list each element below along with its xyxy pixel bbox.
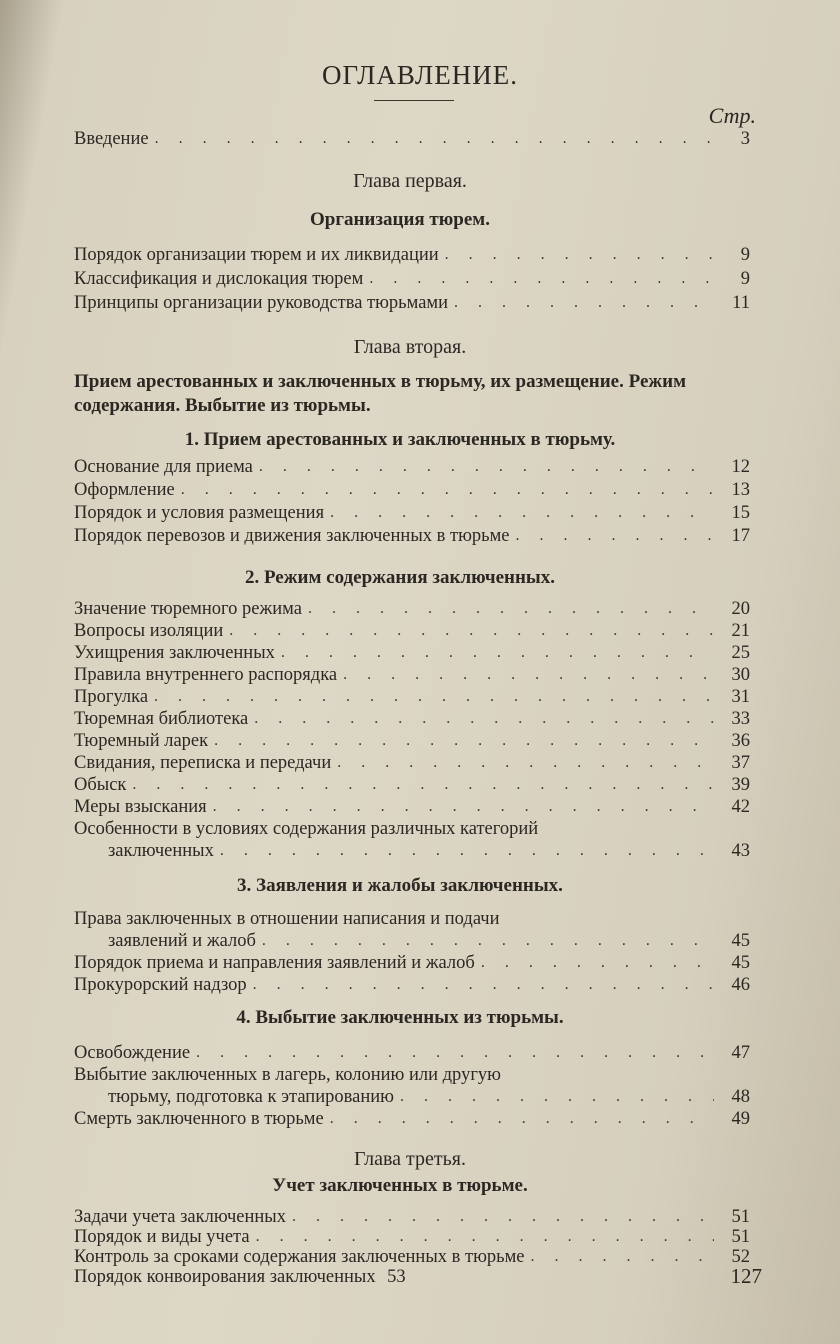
entry-label: Правила внутреннего распорядка — [74, 665, 338, 685]
toc-entry — [108, 930, 750, 952]
toc-entry — [74, 244, 750, 266]
toc-entry — [74, 620, 750, 642]
entry-page: 11 — [732, 293, 750, 313]
entry-label: Обыск — [74, 775, 127, 795]
leader-dots — [181, 479, 714, 501]
entry-label: Прогулка — [74, 687, 149, 707]
entry-label: Основание для приема — [74, 457, 253, 477]
entry-page: 43 — [731, 841, 750, 861]
leader-dots — [445, 244, 714, 266]
entry-label: Порядок и виды учета — [74, 1227, 250, 1247]
toc-entry — [74, 1064, 750, 1086]
leader-dots — [229, 620, 714, 642]
toc-entry — [74, 908, 750, 930]
page-column-header: Стр. — [708, 103, 756, 128]
section-title: 4. Выбытие заключенных из тюрьмы. — [236, 1007, 564, 1028]
title-rule — [374, 100, 454, 101]
entry-page: 30 — [731, 665, 750, 685]
leader-dots — [369, 268, 714, 290]
entry-page: 37 — [731, 753, 750, 773]
leader-dots — [214, 730, 714, 752]
entry-label: Смерть заключенного в тюрьме — [74, 1109, 324, 1129]
leader-dots — [254, 708, 714, 730]
toc-entry — [74, 268, 750, 290]
toc-entry — [74, 292, 750, 314]
leader-dots — [220, 840, 714, 862]
leader-dots — [154, 686, 714, 708]
entry-page: 49 — [731, 1109, 750, 1129]
entry-label: Принципы организации руководства тюрьмами — [74, 293, 449, 313]
chapter-heading: Глава первая. — [353, 170, 467, 192]
entry-page: 9 — [740, 269, 750, 289]
leader-dots — [337, 752, 714, 774]
toc-entry — [108, 840, 750, 862]
toc-entry-intro — [74, 128, 750, 150]
toc-entry — [74, 952, 750, 974]
toc-entry — [74, 796, 750, 818]
leader-dots — [516, 525, 715, 547]
leader-dots — [253, 974, 714, 996]
toc-entry — [74, 686, 750, 708]
entry-label: тюрьму, подготовка к этапированию — [108, 1087, 394, 1107]
toc-entry — [74, 1266, 674, 1288]
entry-label: Ухищрения заключенных — [74, 643, 275, 663]
entry-page: 45 — [731, 953, 750, 973]
toc-entry — [108, 1086, 750, 1108]
leader-dots — [196, 1042, 714, 1064]
entry-label: Освобождение — [74, 1043, 191, 1063]
chapter-title: Организация тюрем. — [310, 209, 490, 230]
entry-label: Выбытие заключенных в лагерь, колонию или другую — [74, 1065, 501, 1085]
entry-label: Свидания, переписка и передачи — [74, 753, 332, 773]
entry-label: Порядок приема и направления заявлений и жалоб — [74, 953, 475, 973]
entry-page: 33 — [731, 709, 750, 729]
leader-dots — [132, 774, 714, 796]
entry-label: Прокурорский надзор — [74, 975, 247, 995]
entry-label: Тюремный ларек — [74, 731, 209, 751]
leader-dots — [281, 642, 714, 664]
entry-label: заключенных — [108, 841, 214, 861]
toc-entry — [74, 708, 750, 730]
leader-dots — [259, 456, 714, 478]
entry-page: 51 — [731, 1207, 750, 1227]
chapter-title: Прием арестованных и заключенных в тюрьму, их размещение. Режим содержания. Выбытие из тюрьмы. — [74, 371, 687, 416]
entry-page: 31 — [731, 687, 750, 707]
entry-page: 36 — [731, 731, 750, 751]
entry-page: 9 — [740, 245, 750, 265]
toc-entry — [74, 974, 750, 996]
entry-page: 51 — [731, 1227, 750, 1247]
entry-page: 3 — [740, 129, 750, 149]
entry-label: Порядок и условия размещения — [74, 503, 325, 523]
entry-label: заявлений и жалоб — [108, 931, 256, 951]
toc-entry — [74, 598, 750, 620]
entry-label: Значение тюремного режима — [74, 599, 302, 619]
toc-entry — [74, 1108, 750, 1130]
entry-label: Порядок конвоирования заключенных — [74, 1267, 376, 1287]
toc-entry — [74, 1206, 750, 1228]
entry-label: Особенности в условиях содержания различных категорий — [74, 819, 539, 839]
entry-page: 48 — [731, 1087, 750, 1107]
toc-entry — [74, 664, 750, 686]
toc-title: ОГЛАВЛЕНИЕ. — [322, 60, 518, 90]
leader-dots — [343, 664, 714, 686]
entry-label: Введение — [74, 129, 149, 149]
entry-page: 45 — [731, 931, 750, 951]
entry-page: 47 — [731, 1043, 750, 1063]
entry-page: 42 — [731, 797, 750, 817]
toc-entry — [74, 818, 750, 840]
entry-page: 46 — [731, 975, 750, 995]
section-title: 2. Режим содержания заключенных. — [244, 567, 556, 588]
toc-entry — [74, 730, 750, 752]
toc-entry — [74, 525, 750, 547]
chapter-heading: Глава третья. — [354, 1148, 466, 1170]
toc-entry — [74, 752, 750, 774]
leader-dots — [292, 1206, 714, 1228]
entry-label: Контроль за сроками содержания заключенных в тюрьме — [74, 1247, 525, 1267]
entry-page: 15 — [731, 503, 750, 523]
leader-dots — [330, 502, 714, 524]
chapter-heading: Глава вторая. — [353, 336, 467, 358]
toc-entry — [74, 1246, 750, 1268]
entry-label: Порядок организации тюрем и их ликвидации — [74, 245, 439, 265]
chapter-title: Учет заключенных в тюрьме. — [272, 1175, 528, 1196]
entry-label: Классификация и дислокация тюрем — [74, 269, 364, 289]
toc-entry — [74, 456, 750, 478]
leader-dots — [400, 1086, 714, 1108]
entry-page: 13 — [731, 480, 750, 500]
toc-entry — [74, 479, 750, 501]
toc-entry — [74, 774, 750, 796]
leader-dots — [481, 952, 714, 974]
page-number: 127 — [730, 1264, 762, 1288]
leader-dots — [213, 796, 714, 818]
leader-dots — [155, 128, 714, 150]
leader-dots — [531, 1246, 714, 1268]
entry-label: Порядок перевозов и движения заключенных в тюрьме — [74, 526, 510, 546]
leader-dots — [256, 1226, 714, 1248]
entry-page: 53 — [387, 1267, 406, 1287]
entry-page: 25 — [731, 643, 750, 663]
toc-entry — [74, 1226, 750, 1248]
entry-label: Задачи учета заключенных — [74, 1207, 286, 1227]
entry-page: 12 — [731, 457, 750, 477]
entry-label: Меры взыскания — [74, 797, 207, 817]
leader-dots — [454, 292, 714, 314]
toc-entry — [74, 502, 750, 524]
leader-dots — [308, 598, 714, 620]
entry-page: 21 — [731, 621, 750, 641]
toc-entry — [74, 642, 750, 664]
entry-label: Вопросы изоляции — [74, 621, 224, 641]
entry-page: 17 — [731, 526, 750, 546]
entry-label: Оформление — [74, 480, 175, 500]
entry-label: Права заключенных в отношении написания и подачи — [74, 909, 500, 929]
section-title: 3. Заявления и жалобы заключенных. — [237, 875, 563, 896]
toc-entry — [74, 1042, 750, 1064]
entry-page: 52 — [731, 1247, 750, 1267]
entry-label: Тюремная библиотека — [74, 709, 249, 729]
leader-dots — [262, 930, 714, 952]
entry-page: 20 — [731, 599, 750, 619]
entry-page: 39 — [731, 775, 750, 795]
leader-dots — [330, 1108, 714, 1130]
section-title: 1. Прием арестованных и заключенных в тюрьму. — [184, 429, 616, 450]
